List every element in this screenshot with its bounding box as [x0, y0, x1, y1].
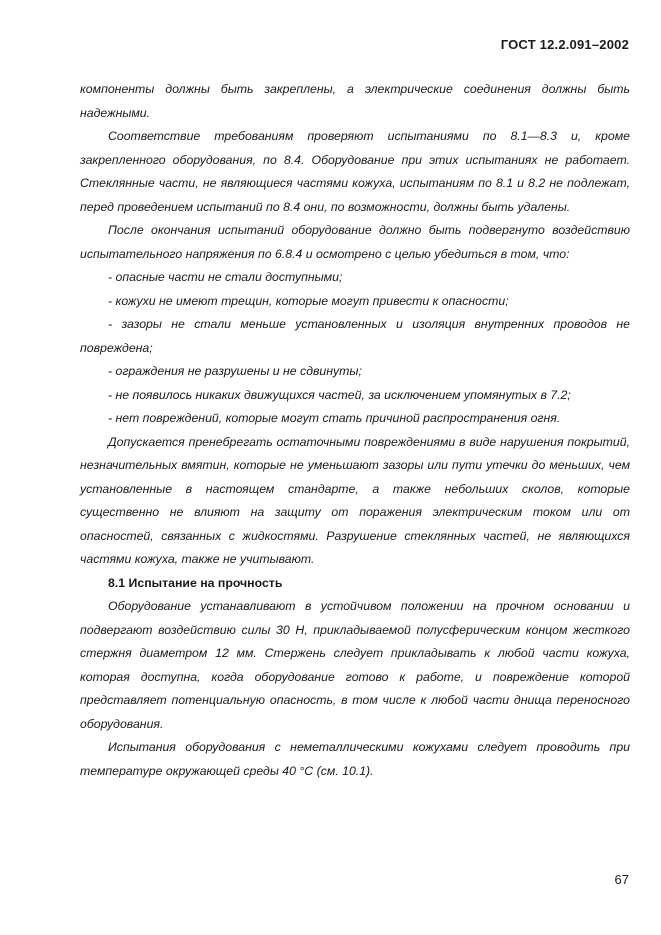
paragraph-after-tests: После окончания испытаний оборудование должно быть подвергнуто воздействию испытательного напряжения по 6.8.4 и осмотрено с целью убедиться в том, что: — [80, 223, 630, 261]
list-item: - не появилось никаких движущихся частей, за исключением упомянутых в 7.2; — [108, 387, 571, 402]
paragraph-nonmetal-enclosures: Испытания оборудования с неметаллическими кожухами следует проводить при температуре окружающей среды 40 °С (см. 10.1). — [80, 740, 630, 778]
list-item: - зазоры не стали меньше установленных и изоляция внутренних проводов не повреждена; — [80, 317, 630, 355]
page-number: 67 — [614, 872, 629, 887]
list-item: - кожухи не имеют трещин, которые могут привести к опасности; — [108, 293, 509, 308]
document-standard-id: ГОСТ 12.2.091–2002 — [500, 37, 629, 52]
page-body — [80, 78, 630, 783]
paragraph-residual-damage: Допускается пренебрегать остаточными повреждениями в виде нарушения покрытий, незначительных вмятин, которые не уменьшают зазоры или пути утечки до меньших, чем установленные в настоящем стандарте, а также небольших сколов, которые существенно не влияют на защиту от поражения электрическим током или от опасностей, связанных с жидкостями. Разрушение стеклянных частей, не являющихся частями кожуха, также не учитывают. — [80, 434, 630, 566]
paragraph-strength-test: Оборудование устанавливают в устойчивом положении на прочном основании и подвергают воздействию силы 30 Н, прикладываемой полусферическим концом жесткого стержня диаметром 12 мм. Стержень следует прикладывать к любой части кожуха, которая доступна, когда оборудование готово к работе, и повреждение которой представляет потенциальную опасность, в том числе к любой части днища переносного оборудования. — [80, 599, 630, 731]
paragraph-compliance-check: Соответствие требованиям проверяют испытаниями по 8.1—8.3 и, кроме закрепленного оборудования, по 8.4. Оборудование при этих испытаниях не работает. Стеклянные части, не являющиеся частями кожуха, испытаниям по 8.1 и 8.2 не подлежат, перед проведением испытаний по 8.4 они, по возможности, должны быть удалены. — [80, 129, 630, 214]
section-heading: 8.1 Испытание на прочность — [108, 575, 283, 590]
paragraph-continuation: компоненты должны быть закреплены, а электрические соединения должны быть надежными. — [80, 82, 630, 120]
list-item: - опасные части не стали доступными; — [108, 270, 343, 284]
list-item: - нет повреждений, которые могут стать причиной распространения огня. — [108, 411, 561, 425]
list-item: - ограждения не разрушены и не сдвинуты; — [108, 364, 362, 378]
